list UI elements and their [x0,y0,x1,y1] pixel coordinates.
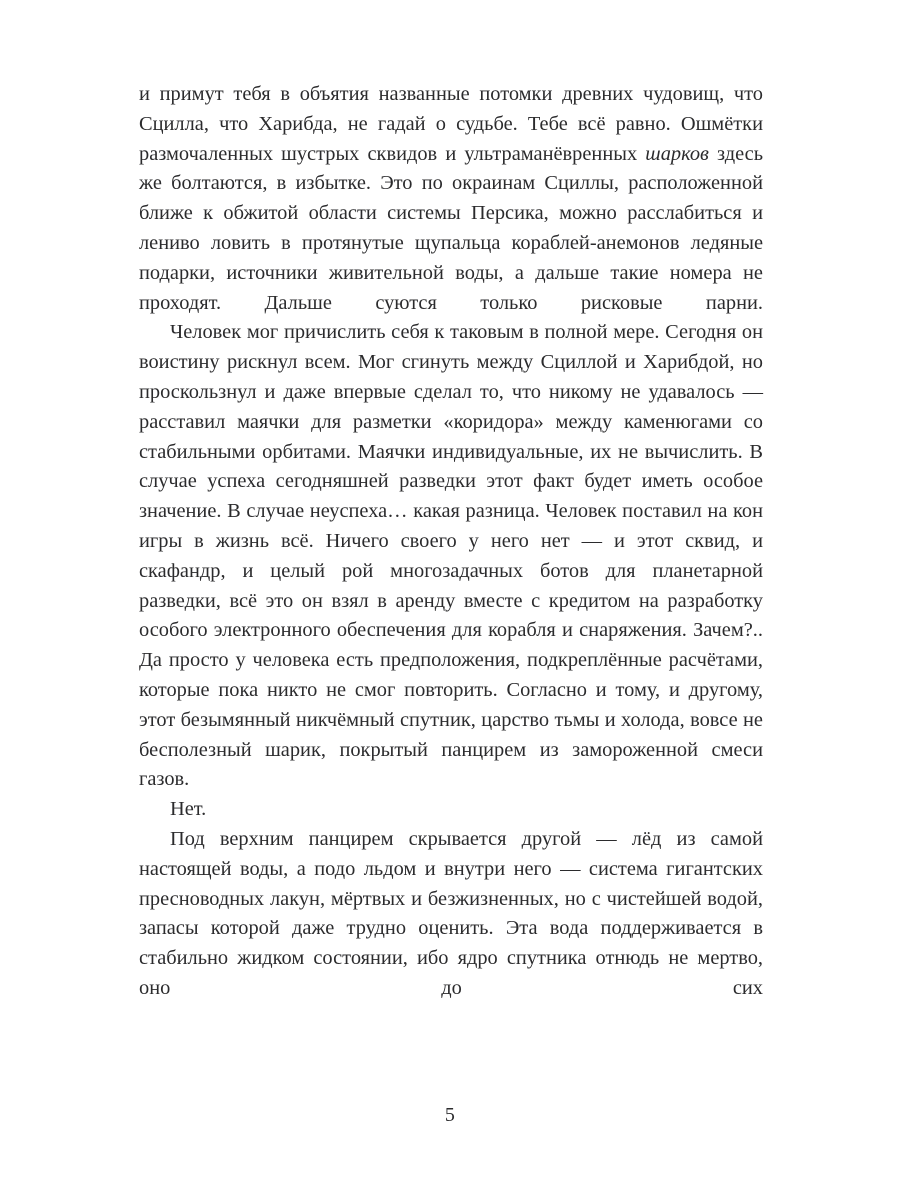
paragraph-short: Нет. [170,798,207,821]
page-text-body [139,80,763,1004]
paragraph-text-before-italic: и примут тебя в объятия названные потомки древних чудовищ, что Сцилла, что Харибда, не гадай о судьбе. Тебе всё равно. Ошмётки размочаленных шустрых сквидов и ультраманёвренных [139,83,763,165]
page-number: 5 [444,1104,456,1126]
paragraph-last: Под верхним панцирем скрывается другой — лёд из самой настоящей воды, а подо льдом и внутри него — система гигантских пресноводных лакун, мёртвых и безжизненных, но с чистейшей водой, запасы которой даже трудно оценить. Эта вода поддерживается в стабильно жидком состоянии, ибо ядро спутника отнюдь не мертво, оно до сих [139,827,763,999]
paragraph-continued [139,80,763,318]
paragraph-text-after-italic: здесь же болтаются, в избытке. Это по окраинам Сциллы, расположенной ближе к обжитой области системы Персика, можно расслабиться и лениво ловить в протянутые щупальца кораблей-анемонов ледяные подарки, источники живительной воды, а дальше такие номера не проходят. Дальше суются только рисковые парни. [139,142,763,314]
paragraph: Человек мог причислить себя к таковым в полной мере. Сегодня он воистину рискнул всем. Мог сгинуть между Сциллой и Харибдой, но проскользнул и даже впервые сделал то, что никому не удавалось — расставил маячки для разметки «коридора» между каменюгами со стабильными орбитами. Маячки индивидуальные, их не вычислить. В случае успеха сегодняшней разведки этот факт будет иметь особое значение. В случае неуспеха… какая разница. Человек поставил на кон игры в жизнь всё. Ничего своего у него нет — и этот сквид, и скафандр, и целый рой многозадачных ботов для планетарной разведки, всё это он взял в аренду вместе с кредитом на разработку особого электронного обеспечения для корабля и снаряжения. Зачем?.. Да просто у человека есть предположения, подкреплённые расчётами, которые пока никто не смог повторить. Согласно и тому, и другому, этот безымянный никчёмный спутник, царство тьмы и холода, вовсе не бесполезный шарик, покрытый панцирем из замороженной смеси газов. [139,321,763,791]
emphasized-term: шарков [645,142,709,165]
